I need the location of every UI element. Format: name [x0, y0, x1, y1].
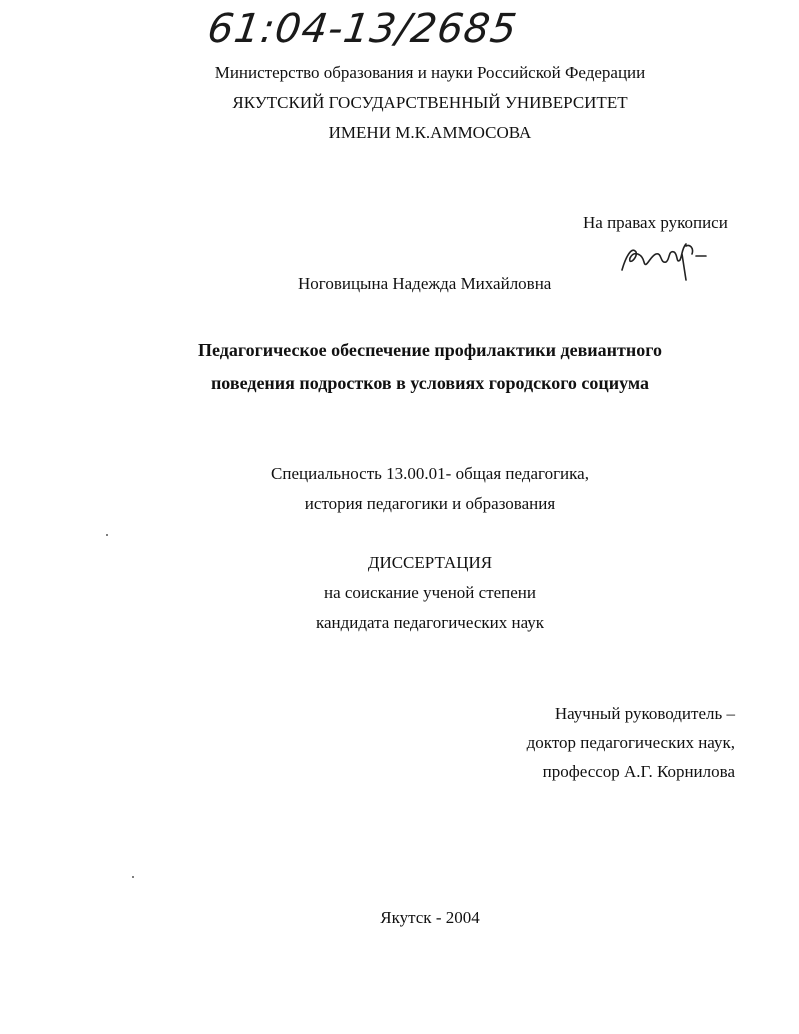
specialty-line2: история педагогики и образования [304, 494, 556, 513]
dissertation-title-line1: Педагогическое обеспечение профилактики девиантного [198, 340, 662, 360]
dissertation-title-line2: поведения подростков в условиях городского социума [210, 373, 650, 393]
scan-speck [106, 534, 108, 536]
place-and-year: Якутск - 2004 [380, 908, 480, 927]
ministry-name: Министерство образования и науки Российской Федерации [214, 63, 646, 82]
document-type-heading: ДИССЕРТАЦИЯ [367, 553, 493, 572]
scan-speck [132, 876, 134, 878]
handwritten-signature [616, 236, 716, 286]
degree-line1: на соискание ученой степени [323, 583, 537, 602]
author-name: Ноговицына Надежда Михайловна [298, 274, 552, 293]
supervisor-line3: профессор А.Г. Корнилова [542, 762, 735, 781]
manuscript-note: На правах рукописи [583, 213, 728, 232]
university-name-line1: ЯКУТСКИЙ ГОСУДАРСТВЕННЫЙ УНИВЕРСИТЕТ [232, 93, 628, 112]
university-name-line2: ИМЕНИ М.К.АММОСОВА [328, 123, 532, 142]
degree-line2: кандидата педагогических наук [315, 613, 545, 632]
supervisor-line2: доктор педагогических наук, [526, 733, 735, 752]
specialty-line1: Специальность 13.00.01- общая педагогика, [271, 464, 589, 483]
supervisor-line1: Научный руководитель – [554, 704, 735, 723]
archive-stamp-handwritten: 61:04-13/2685 [204, 6, 521, 52]
